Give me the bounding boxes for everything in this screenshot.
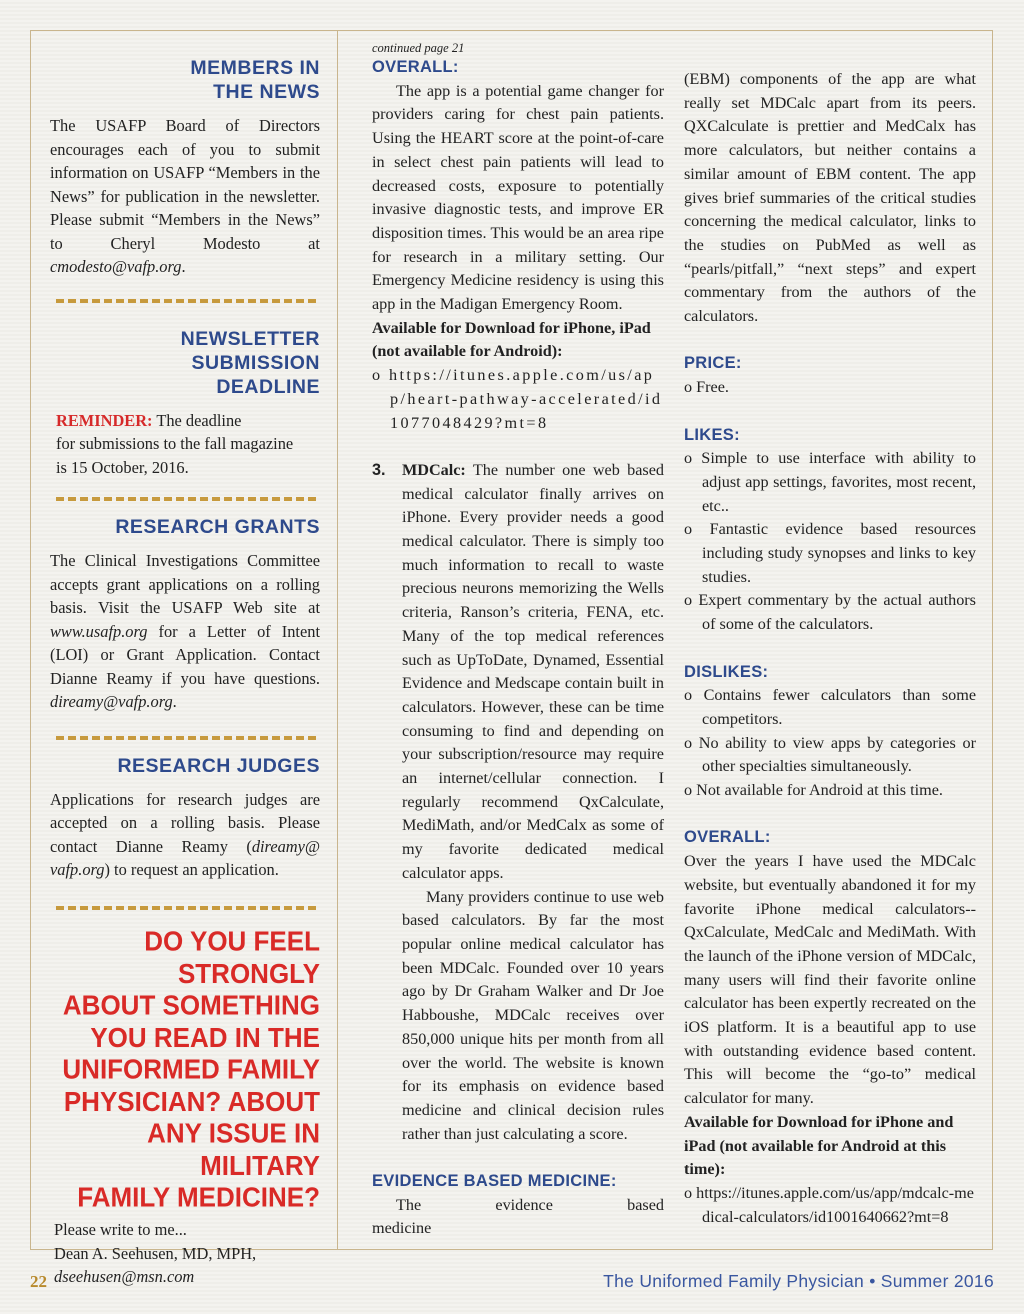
reminder-line: for submissions to the fall magazine — [56, 434, 294, 453]
judges-text: Applications for research judges are accepted on a rolling basis. Please contact Dianne Reamy ( — [50, 789, 320, 856]
spacer — [684, 803, 976, 827]
ebm-heading: EVIDENCE BASED MEDICINE: — [372, 1172, 617, 1191]
continued-note: continued page 21 — [372, 41, 465, 55]
link-bullet: o — [372, 366, 383, 385]
newsletter-heading-line: NEWSLETTER — [180, 327, 320, 350]
column-divider — [337, 30, 338, 1250]
dislikes-item: o Contains fewer calculators than some competitors. — [684, 686, 976, 728]
contact-block — [50, 1218, 320, 1289]
judges-text: ) to request an application. — [104, 860, 279, 879]
download-note: Available for Download for iPhone, iPad (not available for Android): — [372, 318, 651, 361]
page-number: 22 — [30, 1272, 47, 1291]
price-heading: PRICE: — [684, 354, 742, 373]
download-note-2: Available for Download for iPhone and iPad (not available for Android at this time): — [684, 1112, 954, 1179]
heart-link[interactable] — [372, 364, 664, 435]
spacer — [372, 435, 664, 459]
grants-email[interactable]: direamy@vafp.org — [50, 692, 173, 711]
dislikes-item: o Not available for Android at this time. — [684, 781, 943, 800]
publication-title: The Uniformed Family Physician • Summer 2016 — [603, 1271, 994, 1291]
contact-line: Dean A. Seehusen, MD, MPH, — [54, 1243, 257, 1263]
ebm-continued: (EBM) components of the app are what really set MDCalc apart from its peers. QXCalculate is prettier and MedCalx has more calculators, but neither contains a similar amount of EBM content. The app gives brief summaries of the critical studies concerning the medical calculator, links to the studies on PubMed as well as “pearls/pitfall,” “next steps” and expert commentary from the authors of the calculators. — [684, 70, 976, 326]
newsletter-heading — [50, 327, 320, 399]
newsletter-body — [50, 409, 320, 480]
price-value: o Free. — [684, 378, 729, 397]
ebm-body: The evidence based medicine — [372, 1195, 664, 1238]
spacer — [684, 400, 976, 424]
spacer — [684, 637, 976, 661]
article-column-2 — [684, 68, 976, 1229]
members-heading — [50, 56, 320, 104]
item-body-2: Many providers continue to use web based calculators. By far the most popular online medical calculator has been MDCalc. Founded over 10 years ago by Dr Graham Walker and Dr Joe Habboushe, MDCalc receives over 850,000 unique hits per month from all over the world. The website is known for its emphasis on evidence based medicine and clinical decision rules rather than just calculating a score. — [402, 887, 664, 1143]
reminder-text: The deadline — [152, 410, 242, 430]
grants-text: The Clinical Investigations Committee accepts grant applications on a rolling basis. Visit the USAFP Web site at — [50, 551, 320, 617]
judges-body — [50, 788, 320, 882]
callout-line: PHYSICIAN? ABOUT — [63, 1084, 320, 1117]
judges-heading: RESEARCH JUDGES — [117, 754, 320, 777]
members-heading-line: THE NEWS — [213, 81, 320, 103]
contact-line: Please write to me... — [54, 1220, 187, 1239]
item-number: 3. — [372, 460, 386, 479]
members-end: . — [181, 257, 186, 276]
grants-text: for a Letter of Intent (LOI) or Grant Application. Contact Dianne Reamy if you have questions. — [50, 621, 320, 688]
grants-body — [50, 549, 320, 714]
item-body: The number one web based medical calculator finally arrives on iPhone. Every provider needs a good medical calculator. There is simply too much information to recall to waste precious neurons memorizing the Wells criteria, Ranson’s criteria, FENA, etc. Many of the top medical references such as UpToDate, Dynamed, Essential Evidence and Medscape contain built in calculators. However, these can be time consuming to find and depending on your subscription/resource may require an internet/cellular connection. I regularly recommend QxCalculate, MediMath, and/or MedCalx as some of my favorite dedicated medical calculator apps. — [402, 460, 664, 882]
callout-line: ANY ISSUE IN MILITARY — [147, 1116, 320, 1181]
spacer — [684, 329, 976, 353]
newsletter-heading-line: SUBMISSION — [191, 351, 320, 374]
heart-link-text[interactable]: https://itunes.apple.com/us/app/heart-pathway-accelerated/id1077048429?mt=8 — [388, 366, 663, 432]
spacer — [372, 1146, 664, 1170]
likes-heading: LIKES: — [684, 425, 740, 444]
dislikes-item: o No ability to view apps by categories or other specialties simultaneously. — [684, 733, 976, 776]
reminder-line: is 15 October, 2016. — [56, 457, 189, 477]
members-body — [50, 114, 320, 279]
members-text: The USAFP Board of Directors encourages each of you to submit information on USAFP “Members in the News” for publication in the newsletter. Please submit “Members in the News” to Cheryl Modesto at — [50, 116, 320, 253]
overall-body-2: Over the years I have used the MDCalc website, but eventually abandoned it for my favorite iPhone medical calculators--QxCalculate, MedCalc and MediMath. With the launch of the iPhone version of MDCalc, many users will find their favorite online calculator has been expertly recreated on the iOS platform. It is a beautiful app to use with outstanding evidence based content. This will become the “go-to” medical calculator for many. — [684, 852, 976, 1108]
overall-heading: OVERALL: — [372, 58, 459, 76]
callout-line: ABOUT SOMETHING — [62, 988, 320, 1021]
members-email[interactable]: cmodesto@vafp.org — [50, 257, 182, 276]
callout-line: DO YOU FEEL STRONGLY — [144, 924, 320, 989]
contact-email[interactable]: dseehusen@msn.com — [54, 1267, 195, 1286]
dislikes-heading: DISLIKES: — [684, 662, 769, 681]
callout-line: FAMILY MEDICINE? — [77, 1180, 320, 1213]
grants-end: . — [172, 692, 177, 711]
grants-site-link[interactable]: www.usafp.org — [50, 621, 148, 641]
newsletter-heading-line: DEADLINE — [216, 375, 320, 398]
grants-heading: RESEARCH GRANTS — [115, 516, 320, 538]
item-title: MDCalc: — [402, 460, 466, 479]
members-heading-line: MEMBERS IN — [190, 57, 320, 79]
callout-line: YOU READ IN THE — [90, 1020, 320, 1053]
likes-item: o Simple to use interface with ability to adjust app settings, favorites, most recent, etc.. — [684, 449, 976, 515]
reminder-label: REMINDER: — [56, 410, 153, 430]
mdcalc-link[interactable]: o https://itunes.apple.com/us/app/mdcalc-medical-calculators/id1001640662?mt=8 — [684, 1183, 974, 1226]
article-column-1 — [372, 40, 664, 1241]
judges-email[interactable]: direamy@ vafp.org — [50, 836, 320, 879]
callout-question — [50, 925, 320, 1213]
overall-heading-2: OVERALL: — [684, 828, 771, 847]
overall-body: The app is a potential game changer for providers caring for chest pain patients. Using the HEART score at the point-of-care in select chest pain patients will lead to decreased costs, exposure to potentially invasive diagnostic tests, and improve ER disposition times. This would be an area ripe for research in a military setting. Our Emergency Medicine residency is using this app in the Madigan Emergency Room. — [372, 81, 664, 314]
likes-item: o Fantastic evidence based resources including study synopses and links to key studies. — [684, 520, 976, 586]
sidebar — [50, 40, 320, 1289]
mdcalc-item — [372, 459, 664, 886]
callout-line: UNIFORMED FAMILY — [62, 1052, 320, 1085]
likes-item: o Expert commentary by the actual authors of some of the calculators. — [684, 591, 976, 634]
